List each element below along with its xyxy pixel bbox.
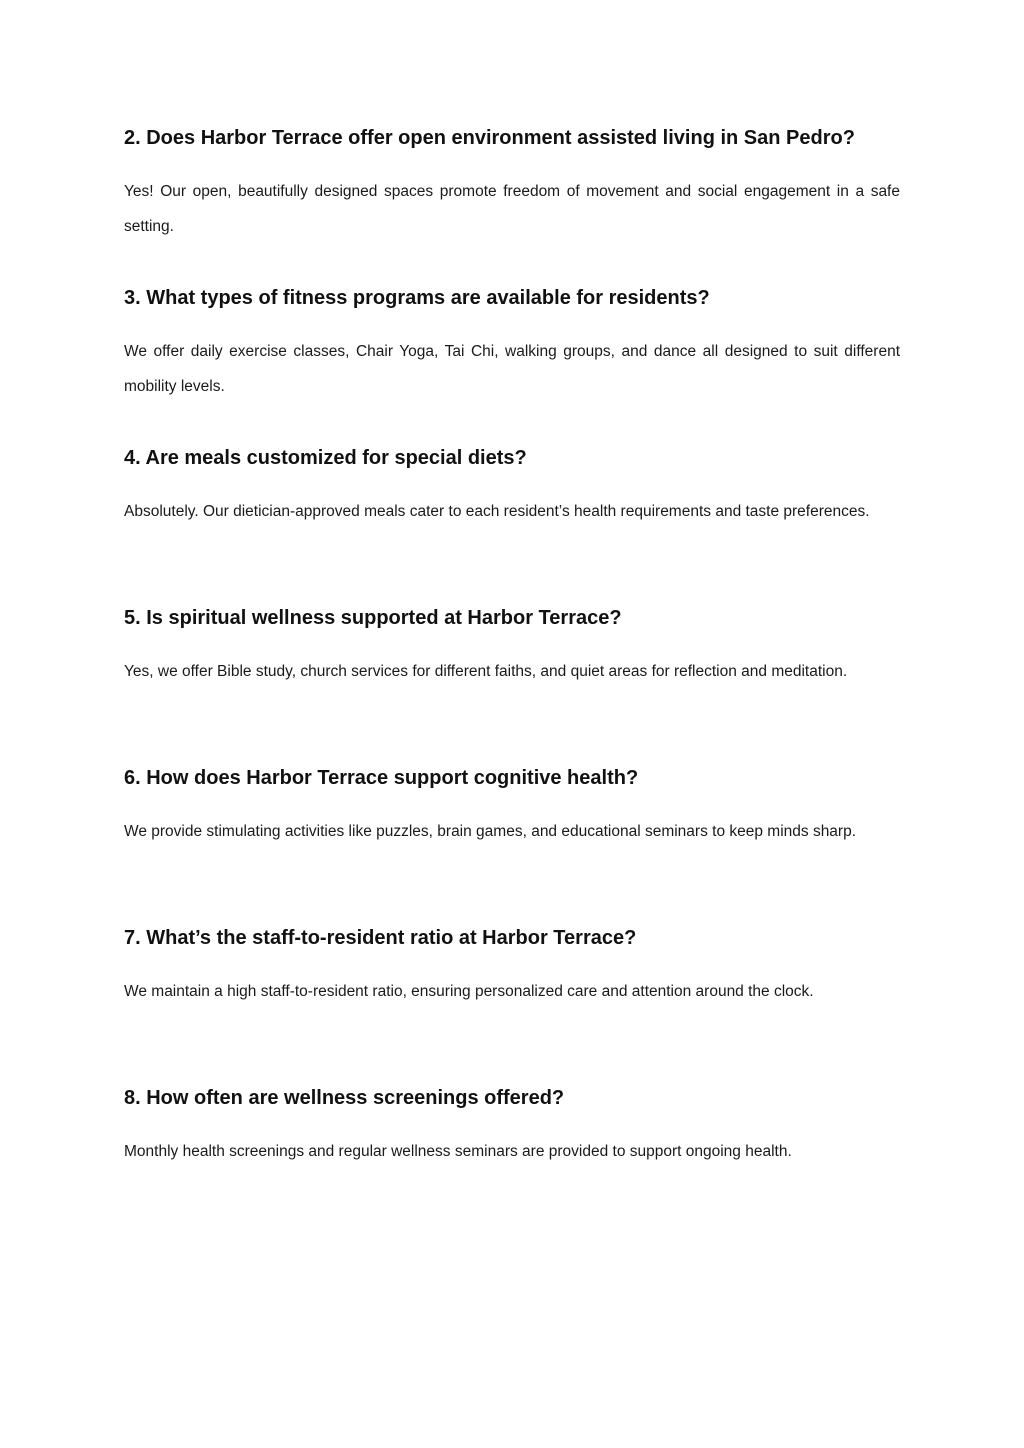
faq-item	[124, 124, 900, 235]
faq-question: 3. What types of fitness programs are available for residents?	[124, 287, 710, 309]
faq-answer: Yes! Our open, beautifully designed spaces promote freedom of movement and social engagement in a safe setting.	[124, 183, 900, 235]
faq-answer: Monthly health screenings and regular wellness seminars are provided to support ongoing health.	[124, 1143, 792, 1160]
faq-answer: We maintain a high staff-to-resident ratio, ensuring personalized care and attention around the clock.	[124, 983, 814, 1000]
faq-item	[124, 924, 900, 1000]
faq-answer: We offer daily exercise classes, Chair Yoga, Tai Chi, walking groups, and dance all designed to suit different mobility levels.	[124, 343, 900, 395]
faq-question: 2. Does Harbor Terrace offer open environment assisted living in San Pedro?	[124, 127, 855, 149]
faq-item	[124, 1084, 900, 1160]
faq-item	[124, 764, 900, 840]
faq-answer: Yes, we offer Bible study, church services for different faiths, and quiet areas for reflection and meditation.	[124, 663, 848, 680]
faq-answer: We provide stimulating activities like puzzles, brain games, and educational seminars to keep minds sharp.	[124, 823, 857, 840]
faq-item	[124, 444, 900, 520]
faq-item	[124, 284, 900, 395]
faq-question: 6. How does Harbor Terrace support cognitive health?	[124, 767, 639, 789]
faq-question: 4. Are meals customized for special diets?	[124, 447, 527, 469]
faq-question: 5. Is spiritual wellness supported at Harbor Terrace?	[124, 607, 622, 629]
faq-question: 8. How often are wellness screenings offered?	[124, 1087, 565, 1109]
faq-item	[124, 604, 900, 680]
faq-question: 7. What’s the staff-to-resident ratio at Harbor Terrace?	[124, 927, 637, 949]
faq-answer: Absolutely. Our dietician-approved meals cater to each resident’s health requirements and taste preferences.	[124, 503, 870, 520]
